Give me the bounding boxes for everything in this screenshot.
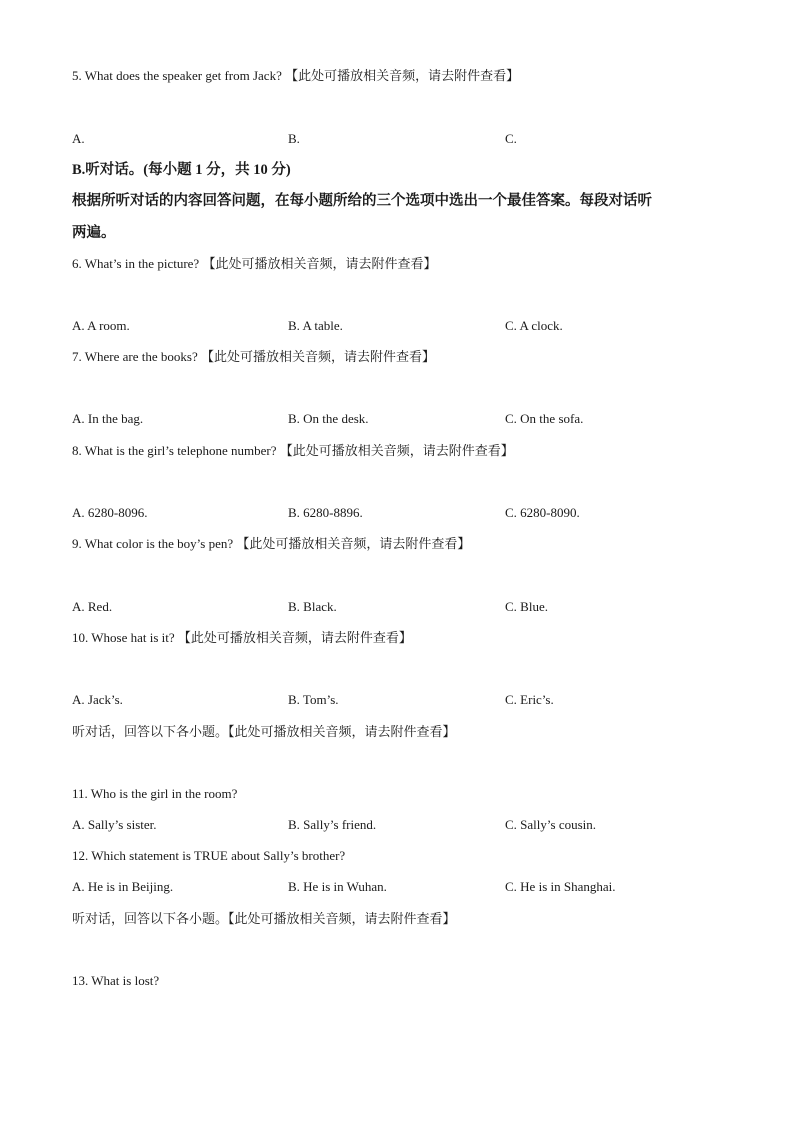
option-c: C. He is in Shanghai. <box>505 879 616 894</box>
audio-placeholder-6[interactable]: 【此处可播放相关音频，请去附件查看】 <box>202 256 437 271</box>
group-2-prompt-text: 听对话，回答以下各小题。 <box>72 911 229 926</box>
option-b: B. A table. <box>288 318 343 333</box>
option-a: A. Jack’s. <box>72 692 123 707</box>
option-b: B. Black. <box>288 599 337 614</box>
audio-placeholder-5[interactable]: 【此处可播放相关音频，请去附件查看】 <box>285 68 520 83</box>
dialogue-group-1-prompt <box>72 724 456 740</box>
question-10-text: 10. Whose hat is it? <box>72 630 175 645</box>
question-5 <box>72 68 519 84</box>
option-b: B. <box>288 131 300 146</box>
question-9-text: 9. What color is the boy’s pen? <box>72 536 234 551</box>
audio-placeholder-9[interactable]: 【此处可播放相关音频，请去附件查看】 <box>236 536 471 551</box>
option-a: A. 6280-8096. <box>72 505 148 520</box>
option-c: C. Sally’s cousin. <box>505 817 597 832</box>
dialogue-group-2-prompt <box>72 911 456 927</box>
question-12: 12. Which statement is TRUE about Sally’s brother? <box>72 848 346 863</box>
audio-placeholder-10[interactable]: 【此处可播放相关音频，请去附件查看】 <box>177 630 412 645</box>
option-a: A. In the bag. <box>72 411 144 426</box>
option-a: A. <box>72 131 85 146</box>
option-b: B. 6280-8896. <box>288 505 363 520</box>
option-c: C. On the sofa. <box>505 411 584 426</box>
question-6-text: 6. What’s in the picture? <box>72 256 200 271</box>
option-c: C. A clock. <box>505 318 563 333</box>
section-b-heading: B.听对话。(每小题 1 分，共 10 分) <box>72 162 291 178</box>
question-11: 11. Who is the girl in the room? <box>72 786 238 801</box>
audio-placeholder-8[interactable]: 【此处可播放相关音频，请去附件查看】 <box>279 443 514 458</box>
question-7 <box>72 349 435 365</box>
audio-placeholder-7[interactable]: 【此处可播放相关音频，请去附件查看】 <box>200 349 435 364</box>
section-b-instruction-1: 根据所听对话的内容回答问题，在每小题所给的三个选项中选出一个最佳答案。每段对话听 <box>72 193 652 209</box>
option-b: B. On the desk. <box>288 411 369 426</box>
option-c: C. Blue. <box>505 599 548 614</box>
question-8-text: 8. What is the girl’s telephone number? <box>72 443 277 458</box>
question-6 <box>72 256 436 272</box>
option-c: C. 6280-8090. <box>505 505 580 520</box>
question-5-text: 5. What does the speaker get from Jack? <box>72 68 282 83</box>
option-b: B. He is in Wuhan. <box>288 879 387 894</box>
option-a: A. He is in Beijing. <box>72 879 174 894</box>
option-a: A. Sally’s sister. <box>72 817 157 832</box>
question-10 <box>72 630 412 646</box>
question-9 <box>72 536 470 552</box>
question-8 <box>72 443 514 459</box>
option-b: B. Tom’s. <box>288 692 339 707</box>
option-c: C. Eric’s. <box>505 692 554 707</box>
audio-placeholder-group-1[interactable]: 【此处可播放相关音频，请去附件查看】 <box>228 724 456 739</box>
option-a: A. A room. <box>72 318 130 333</box>
audio-placeholder-group-2[interactable]: 【此处可播放相关音频，请去附件查看】 <box>228 911 456 926</box>
option-b: B. Sally’s friend. <box>288 817 377 832</box>
section-b-instruction-2: 两遍。 <box>72 225 116 241</box>
option-c: C. <box>505 131 517 146</box>
option-a: A. Red. <box>72 599 113 614</box>
question-7-text: 7. Where are the books? <box>72 349 198 364</box>
question-13: 13. What is lost? <box>72 973 160 988</box>
group-1-prompt-text: 听对话，回答以下各小题。 <box>72 724 229 739</box>
